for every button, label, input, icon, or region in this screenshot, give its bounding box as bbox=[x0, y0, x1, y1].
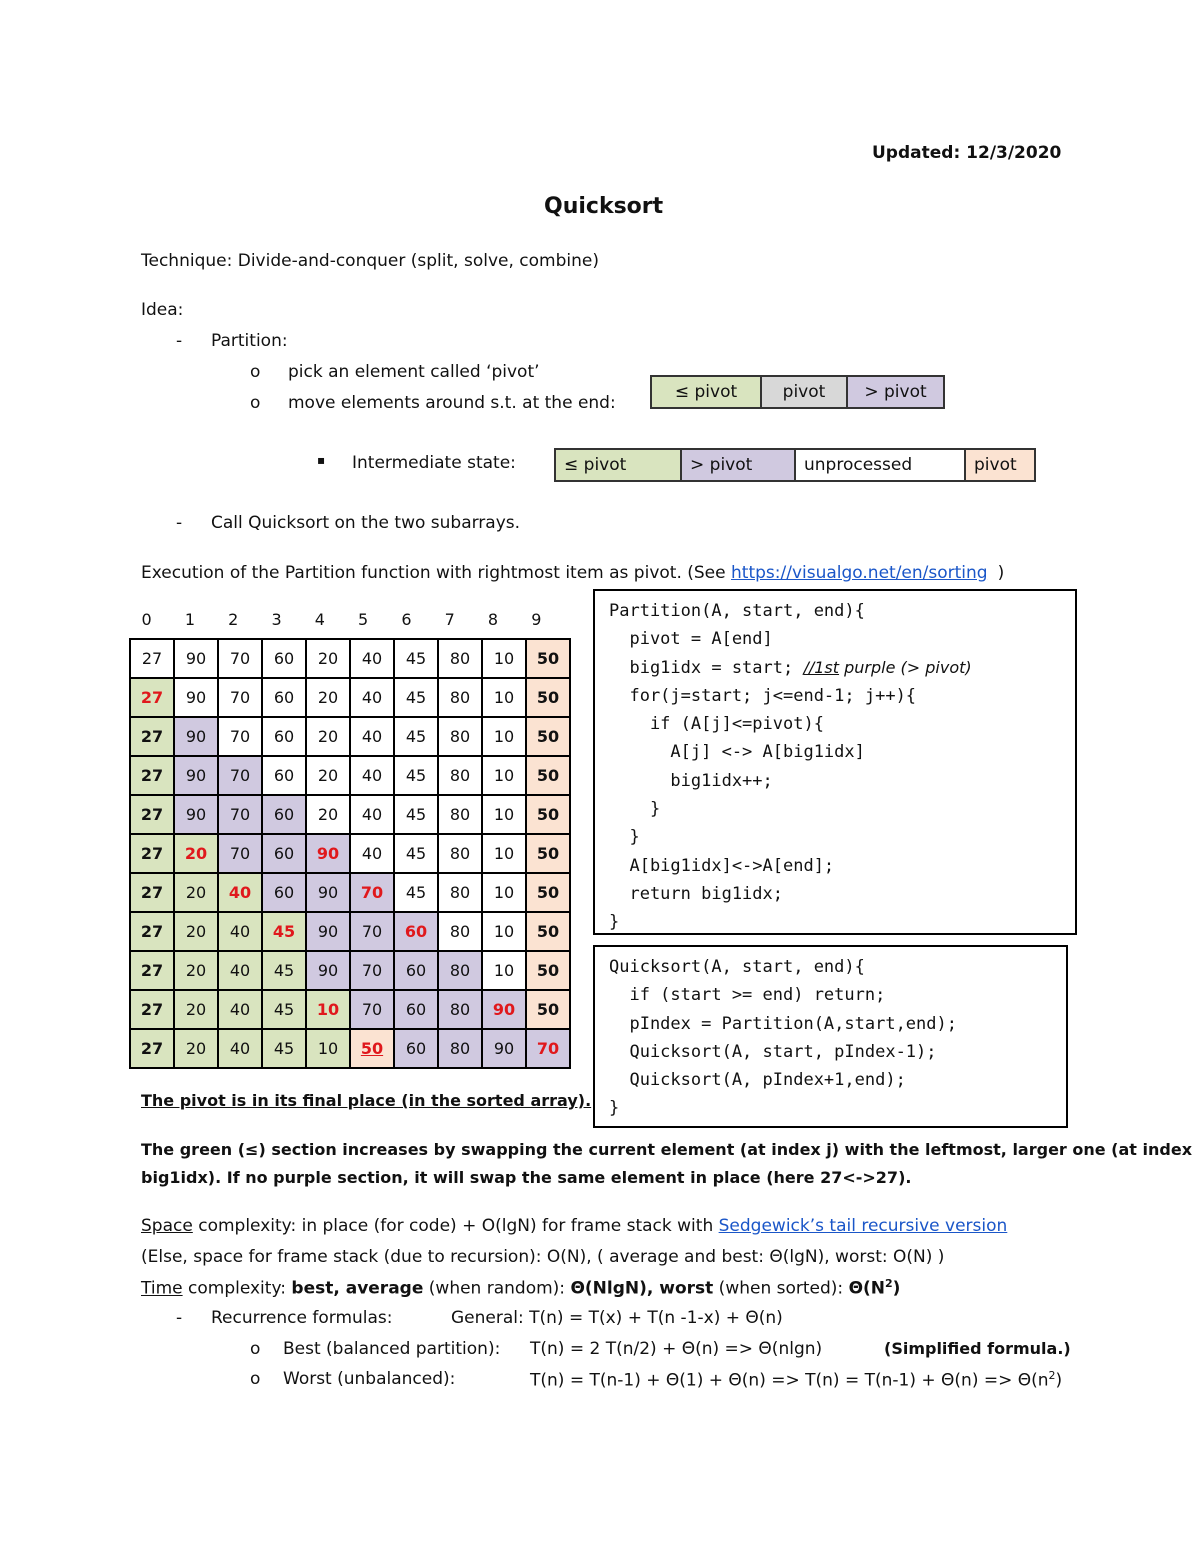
technique-line: Technique: Divide-and-conquer (split, solve, combine) bbox=[141, 251, 599, 271]
trace-row bbox=[130, 912, 570, 951]
time-t2: (when random): bbox=[423, 1278, 571, 1299]
trace-cell: 10 bbox=[482, 756, 526, 795]
code-comment bbox=[803, 658, 971, 677]
simplified-note: (Simplified formula.) bbox=[884, 1339, 1071, 1358]
trace-cell: 40 bbox=[218, 873, 262, 912]
trace-cell: 50 bbox=[526, 795, 570, 834]
trace-cell: 70 bbox=[350, 951, 394, 990]
time-word: Time bbox=[141, 1278, 183, 1299]
dash-bullet: - bbox=[176, 513, 183, 533]
trace-cell: 70 bbox=[350, 912, 394, 951]
trace-cell: 80 bbox=[438, 756, 482, 795]
code-line bbox=[609, 852, 1075, 880]
trace-cell: 80 bbox=[438, 834, 482, 873]
else-space-line: (Else, space for frame stack (due to recursion): O(N), ( average and best: Θ(lgN), worst: O(N) ) bbox=[141, 1247, 945, 1267]
trace-cell: 45 bbox=[394, 756, 438, 795]
quicksort-code-box bbox=[593, 945, 1068, 1128]
trace-cell: 27 bbox=[130, 795, 174, 834]
trace-cell: 27 bbox=[130, 717, 174, 756]
trace-cell: 90 bbox=[306, 834, 350, 873]
index-label: 5 bbox=[358, 610, 369, 629]
trace-cell: 90 bbox=[174, 678, 218, 717]
visualgo-link[interactable]: https://visualgo.net/en/sorting bbox=[731, 563, 988, 583]
trace-cell: 60 bbox=[394, 990, 438, 1029]
code-text: big1idx++; bbox=[609, 770, 773, 791]
code-text: Quicksort(A, start, pIndex-1); bbox=[609, 1041, 937, 1062]
trace-row bbox=[130, 795, 570, 834]
trace-cell: 90 bbox=[174, 639, 218, 678]
code-text: for(j=start; j<=end-1; j++){ bbox=[609, 685, 917, 706]
trace-cell: 45 bbox=[394, 795, 438, 834]
space-complexity-line bbox=[141, 1216, 1007, 1236]
code-text: pIndex = Partition(A,start,end); bbox=[609, 1013, 957, 1034]
code-line bbox=[609, 738, 1075, 766]
trace-cell: 50 bbox=[526, 951, 570, 990]
code-line bbox=[609, 981, 1066, 1009]
trace-cell: 40 bbox=[350, 678, 394, 717]
trace-row bbox=[130, 873, 570, 912]
trace-cell: 10 bbox=[482, 639, 526, 678]
trace-cell: 60 bbox=[262, 678, 306, 717]
trace-cell: 27 bbox=[130, 639, 174, 678]
trace-cell: 45 bbox=[394, 639, 438, 678]
trace-cell: 40 bbox=[218, 1029, 262, 1068]
trace-cell: 80 bbox=[438, 873, 482, 912]
code-text: } bbox=[609, 912, 620, 933]
trace-cell: 70 bbox=[218, 756, 262, 795]
trace-row bbox=[130, 834, 570, 873]
trace-cell: 60 bbox=[394, 912, 438, 951]
space-word: Space bbox=[141, 1216, 193, 1236]
dash-bullet: - bbox=[176, 1308, 183, 1328]
trace-cell: 60 bbox=[262, 873, 306, 912]
code-line bbox=[609, 953, 1066, 981]
space-text: complexity: in place (for code) + O(lgN) for frame stack with bbox=[192, 1216, 719, 1236]
trace-cell: 60 bbox=[262, 639, 306, 678]
trace-cell: 10 bbox=[482, 678, 526, 717]
trace-cell: 80 bbox=[438, 912, 482, 951]
sedgewick-link[interactable]: Sedgewick’s tail recursive version bbox=[718, 1216, 1008, 1236]
trace-cell: 20 bbox=[174, 834, 218, 873]
updated-date: Updated: 12/3/2020 bbox=[872, 143, 1062, 163]
code-line bbox=[609, 795, 1075, 823]
trace-cell: 20 bbox=[306, 639, 350, 678]
trace-cell: 70 bbox=[218, 834, 262, 873]
code-comment-marker: //1st bbox=[803, 657, 840, 677]
code-line bbox=[609, 767, 1075, 795]
trace-cell: 70 bbox=[350, 873, 394, 912]
trace-cell: 40 bbox=[218, 951, 262, 990]
code-line bbox=[609, 682, 1075, 710]
trace-cell: 40 bbox=[350, 834, 394, 873]
trace-cell: 50 bbox=[526, 834, 570, 873]
trace-cell: 60 bbox=[262, 756, 306, 795]
trace-cell: 80 bbox=[438, 717, 482, 756]
trace-cell: 40 bbox=[350, 717, 394, 756]
circle-bullet: o bbox=[250, 362, 261, 382]
execution-close: ) bbox=[997, 563, 1005, 583]
trace-cell: 20 bbox=[306, 717, 350, 756]
code-text: if (start >= end) return; bbox=[609, 985, 886, 1006]
execution-text: Execution of the Partition function with rightmost item as pivot. (See bbox=[141, 563, 732, 583]
trace-cell: 90 bbox=[482, 990, 526, 1029]
trace-cell: 45 bbox=[394, 873, 438, 912]
trace-cell: 20 bbox=[306, 795, 350, 834]
trace-cell: 27 bbox=[130, 756, 174, 795]
trace-cell: 40 bbox=[218, 990, 262, 1029]
code-text: } bbox=[609, 799, 661, 820]
code-line bbox=[609, 1038, 1066, 1066]
time-b1: best, average bbox=[291, 1278, 424, 1299]
circle-bullet: o bbox=[250, 1339, 261, 1359]
trace-cell: 70 bbox=[218, 795, 262, 834]
trace-cell: 45 bbox=[262, 990, 306, 1029]
trace-cell: 27 bbox=[130, 990, 174, 1029]
index-label: 0 bbox=[141, 610, 152, 629]
trace-cell: 90 bbox=[174, 717, 218, 756]
code-line bbox=[609, 1010, 1066, 1038]
dash-bullet: - bbox=[176, 331, 183, 351]
partition-label: Partition: bbox=[211, 331, 288, 351]
recurrence-label: Recurrence formulas: bbox=[211, 1308, 393, 1328]
trace-cell: 90 bbox=[174, 756, 218, 795]
code-text: Quicksort(A, start, end){ bbox=[609, 957, 865, 977]
trace-cell: 27 bbox=[130, 951, 174, 990]
trace-cell: 10 bbox=[482, 834, 526, 873]
trace-cell: 27 bbox=[130, 678, 174, 717]
index-label: 7 bbox=[444, 610, 455, 629]
index-header bbox=[125, 610, 558, 629]
index-label: 9 bbox=[531, 610, 542, 629]
legend-gt-pivot: > pivot bbox=[847, 376, 944, 408]
legend-pivot: pivot bbox=[965, 449, 1035, 481]
legend-pivot: pivot bbox=[761, 376, 847, 408]
trace-cell: 20 bbox=[174, 873, 218, 912]
trace-cell: 80 bbox=[438, 795, 482, 834]
square-bullet: ▪ bbox=[317, 453, 326, 467]
trace-cell: 60 bbox=[262, 717, 306, 756]
code-comment-text: purple (> pivot) bbox=[839, 657, 972, 677]
trace-cell: 50 bbox=[526, 873, 570, 912]
trace-cell: 90 bbox=[482, 1029, 526, 1068]
trace-cell: 80 bbox=[438, 951, 482, 990]
trace-cell: 20 bbox=[174, 912, 218, 951]
pivot-final-note: The pivot is in its final place (in the sorted array). bbox=[141, 1091, 592, 1110]
legend-le-pivot: ≤ pivot bbox=[555, 449, 681, 481]
trace-row bbox=[130, 951, 570, 990]
worst-close: ) bbox=[1055, 1370, 1063, 1391]
final-state-legend bbox=[650, 375, 945, 409]
code-line bbox=[609, 710, 1075, 738]
trace-cell: 80 bbox=[438, 639, 482, 678]
page-title: Quicksort bbox=[544, 194, 664, 219]
legend-le-pivot: ≤ pivot bbox=[651, 376, 761, 408]
trace-cell: 40 bbox=[218, 912, 262, 951]
trace-cell: 45 bbox=[394, 834, 438, 873]
trace-cell: 90 bbox=[174, 795, 218, 834]
trace-row bbox=[130, 1029, 570, 1068]
trace-cell: 80 bbox=[438, 990, 482, 1029]
trace-cell: 10 bbox=[306, 1029, 350, 1068]
trace-cell: 50 bbox=[526, 990, 570, 1029]
recurrence-general: General: T(n) = T(x) + T(n -1-x) + Θ(n) bbox=[451, 1308, 783, 1328]
trace-row bbox=[130, 717, 570, 756]
code-text: Quicksort(A, pIndex+1,end); bbox=[609, 1070, 906, 1091]
index-label: 3 bbox=[271, 610, 282, 629]
code-line bbox=[609, 1094, 1066, 1122]
worst-sup: 2 bbox=[1048, 1369, 1056, 1382]
index-label: 2 bbox=[228, 610, 239, 629]
trace-cell: 10 bbox=[482, 873, 526, 912]
trace-cell: 60 bbox=[394, 1029, 438, 1068]
index-label: 8 bbox=[487, 610, 499, 629]
trace-row bbox=[130, 639, 570, 678]
trace-cell: 80 bbox=[438, 678, 482, 717]
code-text: A[j] <-> A[big1idx] bbox=[609, 742, 865, 763]
code-text: big1idx = start; bbox=[609, 657, 804, 678]
time-t1: complexity: bbox=[182, 1278, 292, 1299]
code-line bbox=[609, 654, 1075, 682]
trace-row bbox=[130, 756, 570, 795]
trace-cell: 50 bbox=[526, 717, 570, 756]
trace-cell: 45 bbox=[394, 678, 438, 717]
trace-cell: 20 bbox=[174, 1029, 218, 1068]
trace-cell: 40 bbox=[350, 639, 394, 678]
trace-cell: 10 bbox=[482, 951, 526, 990]
trace-cell: 90 bbox=[306, 873, 350, 912]
trace-cell: 50 bbox=[526, 678, 570, 717]
trace-cell: 90 bbox=[306, 951, 350, 990]
trace-cell: 27 bbox=[130, 912, 174, 951]
idea-heading: Idea: bbox=[141, 300, 184, 320]
code-text: A[big1idx]<->A[end]; bbox=[609, 855, 835, 876]
trace-cell: 10 bbox=[482, 717, 526, 756]
trace-cell: 70 bbox=[350, 990, 394, 1029]
worst-formula-text: T(n) = T(n-1) + Θ(1) + Θ(n) => T(n) = T(n-1) + Θ(n) => Θ(n bbox=[530, 1370, 1049, 1391]
trace-row bbox=[130, 678, 570, 717]
trace-cell: 45 bbox=[262, 1029, 306, 1068]
code-text: } bbox=[609, 1098, 620, 1119]
trace-cell: 40 bbox=[350, 756, 394, 795]
pick-pivot-text: pick an element called ‘pivot’ bbox=[288, 362, 540, 382]
green-note-line-1: The green (≤) section increases by swapping the current element (at index j) with the leftmost, larger one (at index bbox=[141, 1140, 1193, 1159]
circle-bullet: o bbox=[250, 1369, 261, 1389]
trace-cell: 10 bbox=[482, 795, 526, 834]
trace-cell: 40 bbox=[350, 795, 394, 834]
code-line bbox=[609, 880, 1075, 908]
trace-cell: 45 bbox=[262, 912, 306, 951]
trace-cell: 20 bbox=[306, 678, 350, 717]
time-b3: Θ(N bbox=[848, 1278, 886, 1299]
index-label: 4 bbox=[314, 610, 325, 629]
time-complexity-line bbox=[141, 1277, 900, 1299]
code-text: } bbox=[609, 827, 640, 848]
trace-cell: 80 bbox=[438, 1029, 482, 1068]
trace-cell: 50 bbox=[350, 1029, 394, 1068]
code-text: Partition(A, start, end){ bbox=[609, 601, 865, 621]
index-label: 1 bbox=[184, 610, 196, 629]
time-sup: 2 bbox=[885, 1277, 893, 1290]
partition-code-box bbox=[593, 589, 1077, 935]
trace-cell: 70 bbox=[218, 678, 262, 717]
intermediate-state-legend bbox=[554, 448, 1036, 482]
trace-cell: 50 bbox=[526, 912, 570, 951]
trace-row bbox=[130, 990, 570, 1029]
trace-cell: 70 bbox=[526, 1029, 570, 1068]
trace-cell: 10 bbox=[482, 912, 526, 951]
execution-line bbox=[141, 563, 1004, 583]
trace-cell: 45 bbox=[262, 951, 306, 990]
move-elements-text: move elements around s.t. at the end: bbox=[288, 393, 616, 413]
code-line bbox=[609, 1066, 1066, 1094]
time-b2: Θ(NlgN), worst bbox=[570, 1278, 714, 1299]
code-line bbox=[609, 908, 1075, 935]
circle-bullet: o bbox=[250, 393, 261, 413]
code-line bbox=[609, 625, 1075, 653]
trace-cell: 20 bbox=[174, 990, 218, 1029]
trace-cell: 90 bbox=[306, 912, 350, 951]
trace-cell: 70 bbox=[218, 717, 262, 756]
worst-case-formula bbox=[530, 1369, 1062, 1391]
trace-cell: 27 bbox=[130, 834, 174, 873]
best-case-label: Best (balanced partition): bbox=[283, 1339, 501, 1359]
trace-cell: 60 bbox=[262, 795, 306, 834]
trace-cell: 60 bbox=[262, 834, 306, 873]
trace-cell: 10 bbox=[306, 990, 350, 1029]
code-text: return big1idx; bbox=[609, 883, 783, 904]
trace-cell: 27 bbox=[130, 873, 174, 912]
trace-cell: 20 bbox=[306, 756, 350, 795]
legend-unprocessed: unprocessed bbox=[795, 449, 965, 481]
worst-case-label: Worst (unbalanced): bbox=[283, 1369, 456, 1389]
partition-trace-grid bbox=[129, 638, 571, 1069]
time-b4: ) bbox=[892, 1278, 901, 1299]
code-line bbox=[609, 597, 1075, 625]
code-text: if (A[j]<=pivot){ bbox=[609, 714, 824, 735]
call-quicksort-text: Call Quicksort on the two subarrays. bbox=[211, 513, 521, 533]
index-label: 6 bbox=[401, 610, 412, 629]
trace-cell: 50 bbox=[526, 756, 570, 795]
green-note-line-2: big1idx). If no purple section, it will swap the same element in place (here 27<->27). bbox=[141, 1168, 912, 1187]
code-line bbox=[609, 823, 1075, 851]
trace-cell: 50 bbox=[526, 639, 570, 678]
trace-cell: 45 bbox=[394, 717, 438, 756]
legend-gt-pivot: > pivot bbox=[681, 449, 795, 481]
trace-cell: 20 bbox=[174, 951, 218, 990]
code-text: pivot = A[end] bbox=[609, 629, 773, 650]
trace-cell: 27 bbox=[130, 1029, 174, 1068]
intermediate-label: Intermediate state: bbox=[352, 453, 516, 473]
trace-cell: 70 bbox=[218, 639, 262, 678]
best-case-formula: T(n) = 2 T(n/2) + Θ(n) => Θ(nlgn) bbox=[530, 1339, 823, 1359]
time-t3: (when sorted): bbox=[713, 1278, 849, 1299]
trace-cell: 60 bbox=[394, 951, 438, 990]
